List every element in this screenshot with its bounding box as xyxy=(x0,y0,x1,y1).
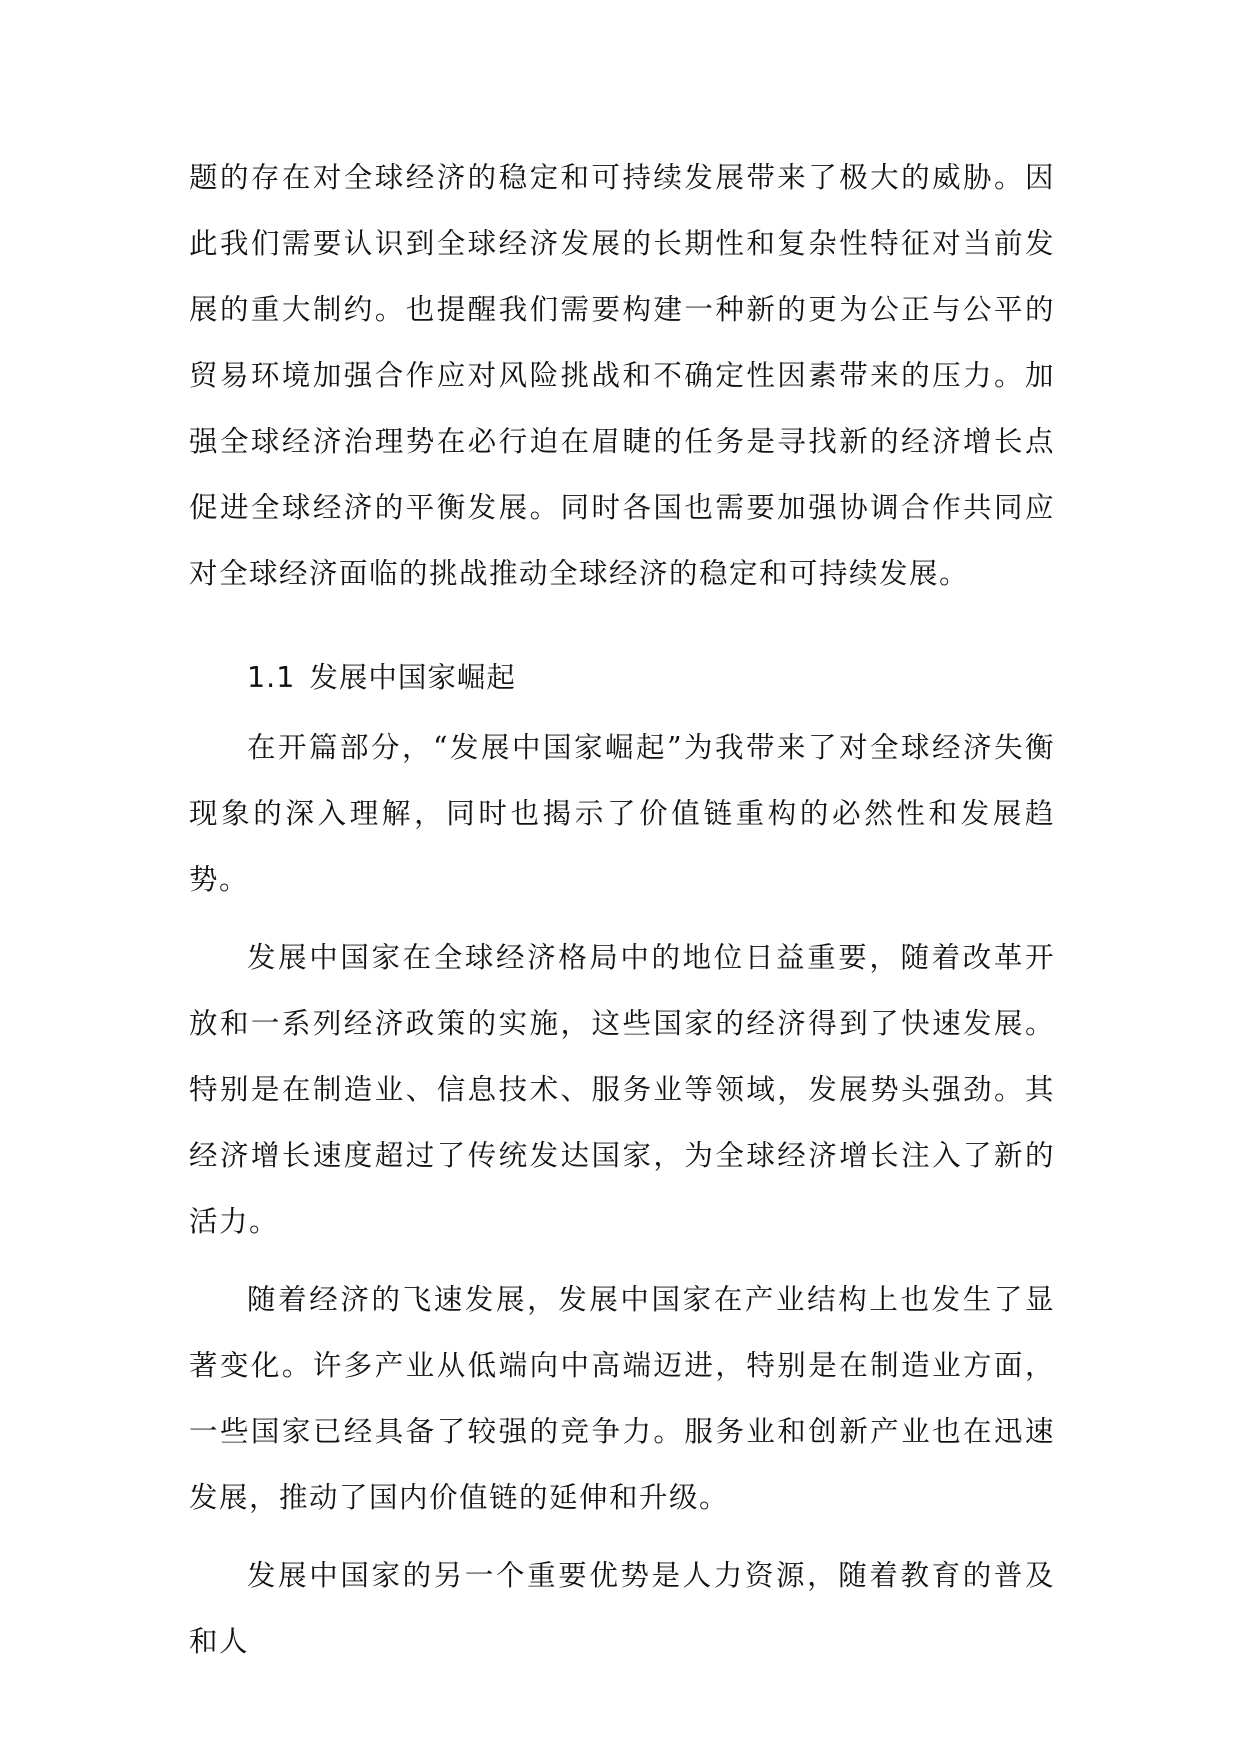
section-number: 1.1 xyxy=(247,661,296,694)
section-heading xyxy=(189,645,1055,711)
body-paragraph: 随着经济的飞速发展，发展中国家在产业结构上也发生了显著变化。许多产业从低端向中高端迈进，特别是在制造业方面，一些国家已经具备了较强的竞争力。服务业和创新产业也在迅速发展，推动了国内价值链的延伸和升级。 xyxy=(189,1283,1055,1514)
document-body xyxy=(189,145,1055,1675)
body-paragraph: 发展中国家的另一个重要优势是人力资源，随着教育的普及和人 xyxy=(189,1559,1055,1658)
section-title: 发展中国家崛起 xyxy=(309,661,516,694)
body-paragraph: 发展中国家在全球经济格局中的地位日益重要，随着改革开放和一系列经济政策的实施，这些国家的经济得到了快速发展。特别是在制造业、信息技术、服务业等领域，发展势头强劲。其经济增长速度超过了传统发达国家，为全球经济增长注入了新的活力。 xyxy=(189,941,1055,1238)
body-paragraph: 在开篇部分，“发展中国家崛起”为我带来了对全球经济失衡现象的深入理解，同时也揭示了价值链重构的必然性和发展趋势。 xyxy=(189,731,1055,896)
opening-paragraph: 题的存在对全球经济的稳定和可持续发展带来了极大的威胁。因此我们需要认识到全球经济发展的长期性和复杂性特征对当前发展的重大制约。也提醒我们需要构建一种新的更为公正与公平的贸易环境加强合作应对风险挑战和不确定性因素带来的压力。加强全球经济治理势在必行迫在眉睫的任务是寻找新的经济增长点促进全球经济的平衡发展。同时各国也需要加强协调合作共同应对全球经济面临的挑战推动全球经济的稳定和可持续发展。 xyxy=(189,161,1055,590)
